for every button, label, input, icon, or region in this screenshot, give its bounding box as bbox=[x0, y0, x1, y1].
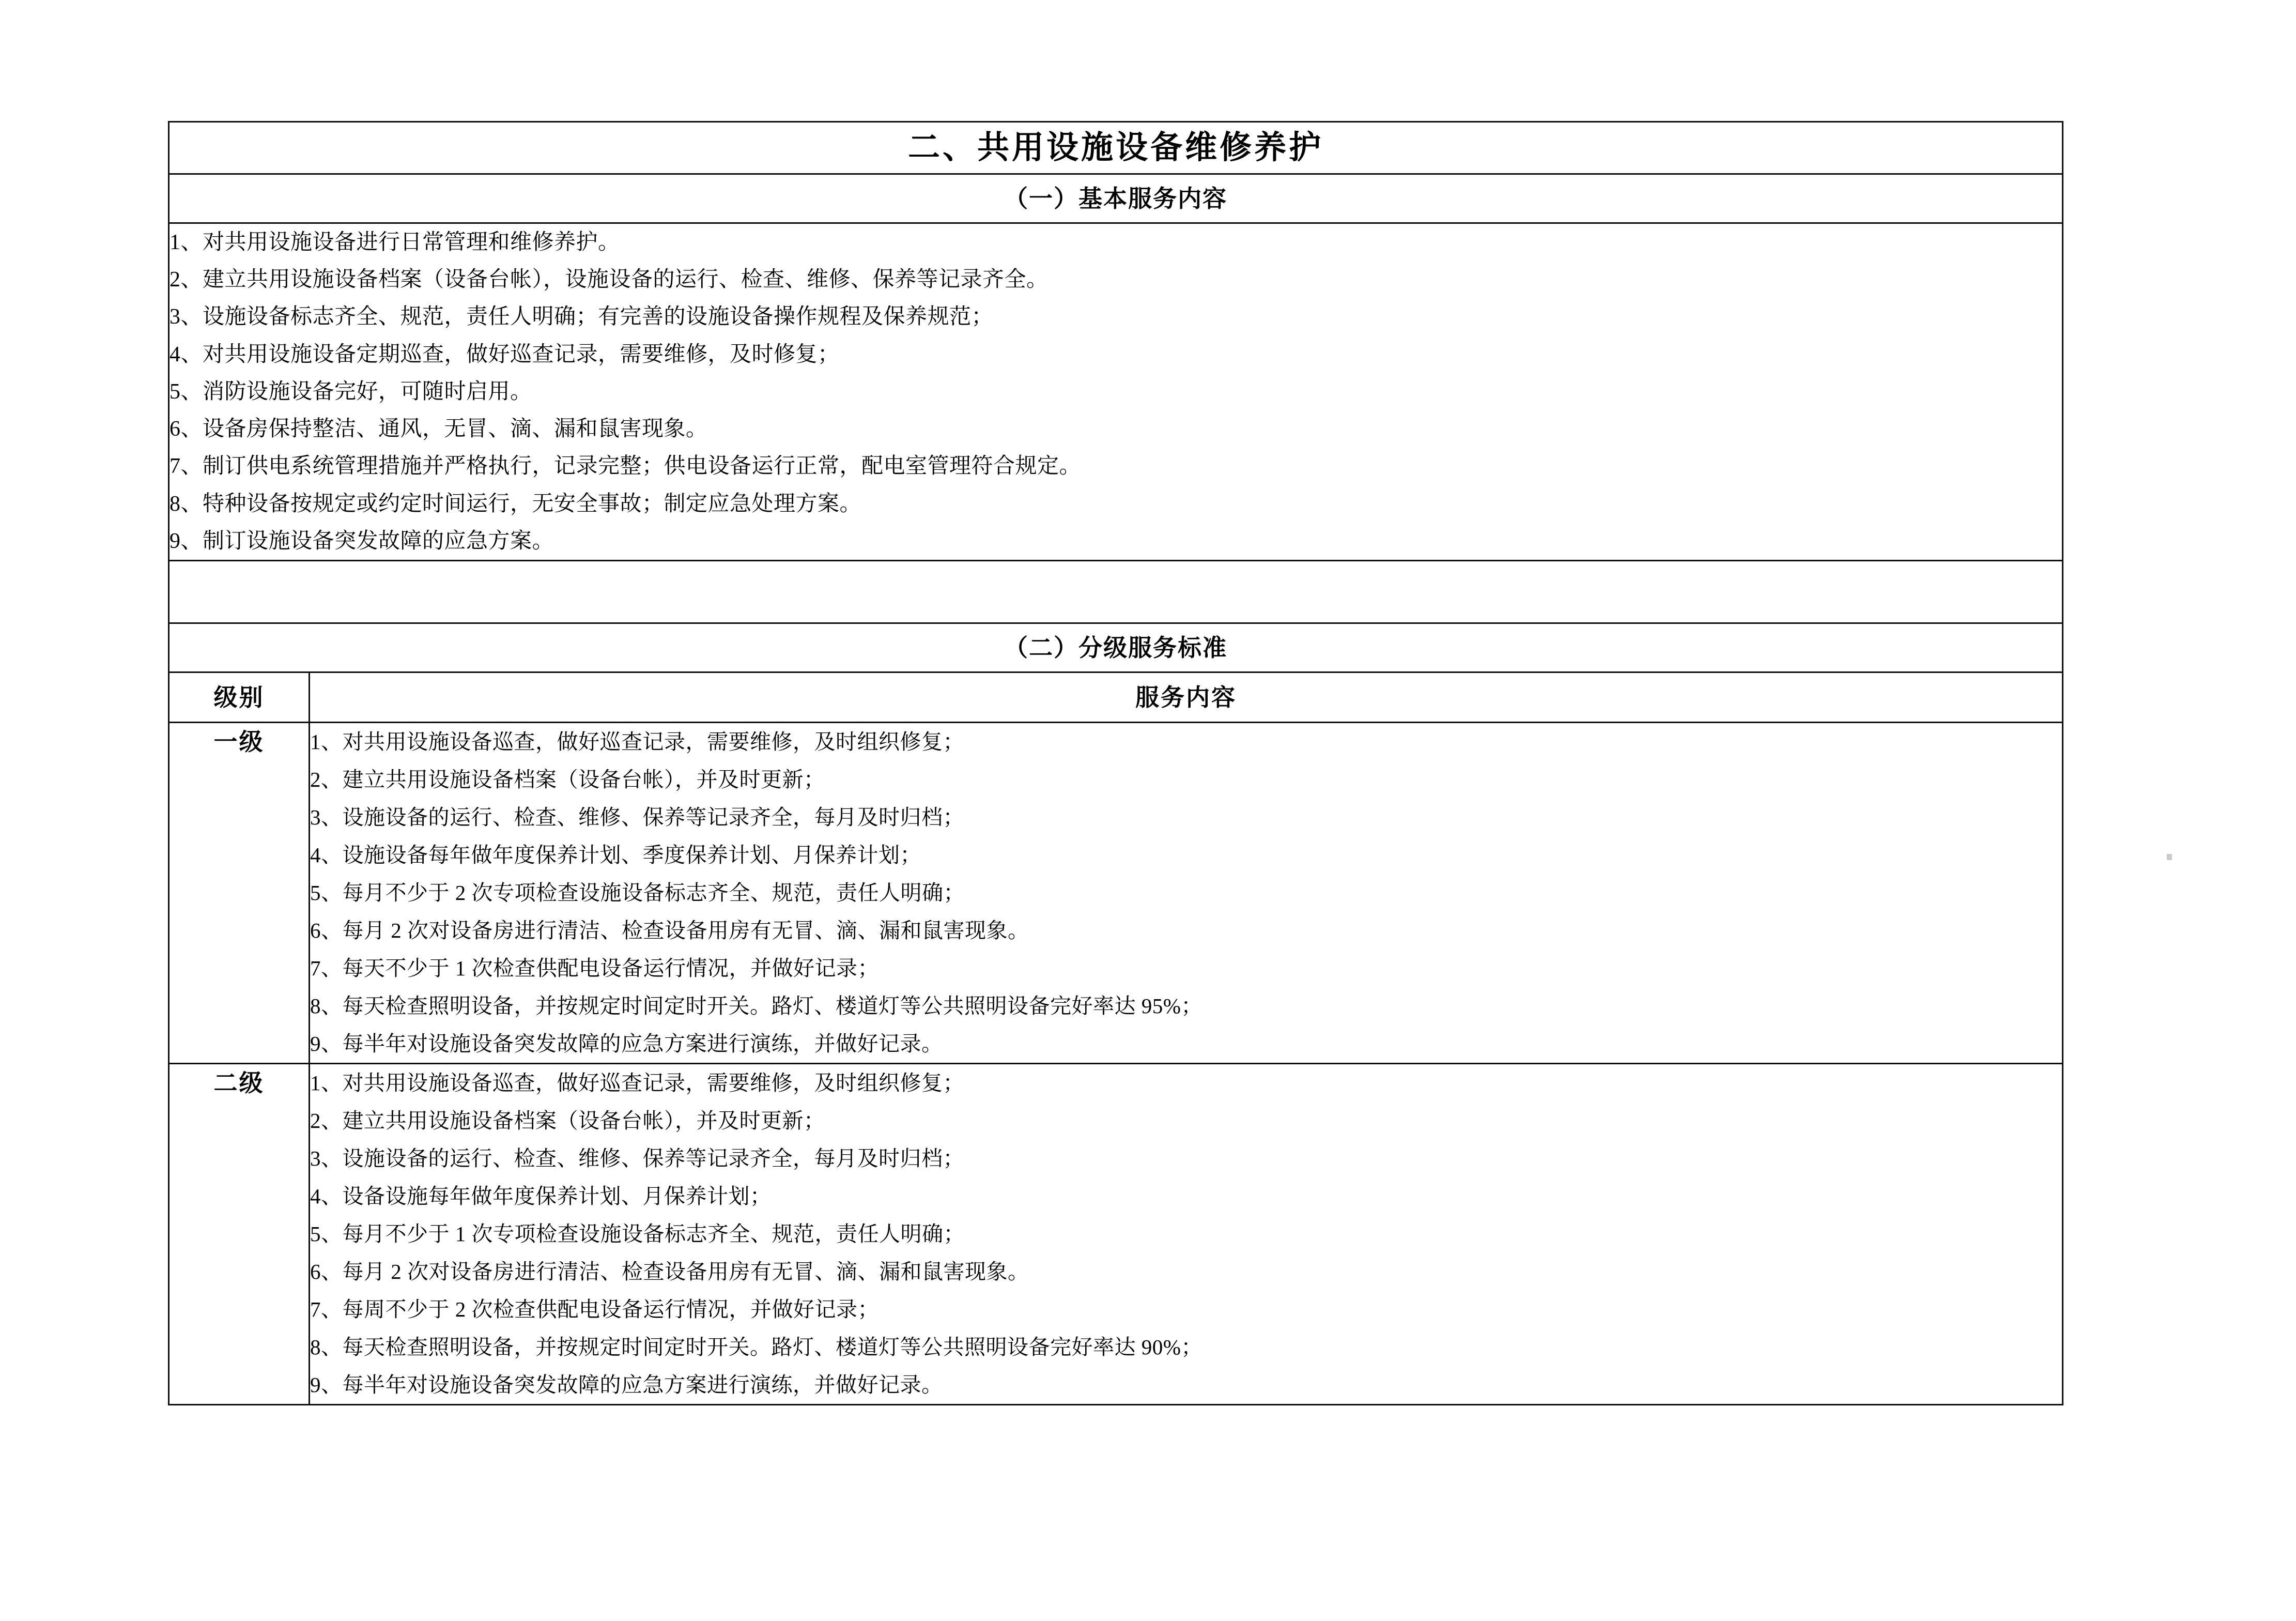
list-item: 6、设备房保持整洁、通风，无冒、滴、漏和鼠害现象。 bbox=[169, 417, 708, 441]
list-item: 5、每月不少于 1 次专项检查设施设备标志齐全、规范，责任人明确； bbox=[310, 1221, 965, 1246]
column-header-content-cell bbox=[310, 672, 2063, 723]
list-item: 2、建立共用设施设备档案（设备台帐），并及时更新； bbox=[310, 768, 825, 792]
column-header-service-content: 服务内容 bbox=[1135, 684, 1237, 711]
section-two-heading-cell bbox=[169, 623, 2063, 672]
basic-service-content-cell bbox=[169, 223, 2063, 561]
list-item: 3、设施设备的运行、检查、维修、保养等记录齐全，每月及时归档； bbox=[310, 805, 964, 830]
list-item: 3、设施设备的运行、检查、维修、保养等记录齐全，每月及时归档； bbox=[310, 1146, 964, 1170]
basic-service-list bbox=[169, 224, 2062, 560]
service-content-cell-grade-one bbox=[310, 723, 2063, 1064]
section-one-heading-row bbox=[169, 174, 2063, 223]
document-title-row bbox=[169, 122, 2063, 174]
level-label: 一级 bbox=[213, 728, 265, 756]
table-header-row bbox=[169, 672, 2063, 723]
list-item: 2、建立共用设施设备档案（设备台帐），设施设备的运行、检查、维修、保养等记录齐全。 bbox=[169, 268, 1049, 292]
level-cell-grade-one bbox=[169, 723, 310, 1064]
document-title-cell bbox=[169, 122, 2063, 174]
column-header-level: 级别 bbox=[213, 684, 265, 711]
page-title: 二、共用设施设备维修养护 bbox=[907, 130, 1323, 165]
list-item: 9、每半年对设施设备突发故障的应急方案进行演练，并做好记录。 bbox=[310, 1372, 943, 1397]
table-row bbox=[169, 1063, 2063, 1404]
list-item: 6、每月 2 次对设备房进行清洁、检查设备用房有无冒、滴、漏和鼠害现象。 bbox=[310, 1259, 1029, 1283]
list-item: 1、对共用设施设备巡查，做好巡查记录，需要维修，及时组织修复； bbox=[310, 1071, 964, 1095]
section-heading-basic-service: （一）基本服务内容 bbox=[1004, 185, 1227, 212]
grade-two-service-list bbox=[310, 1064, 2062, 1404]
list-item: 5、消防设施设备完好，可随时启用。 bbox=[169, 379, 532, 404]
list-item: 5、每月不少于 2 次专项检查设施设备标志齐全、规范，责任人明确； bbox=[310, 880, 965, 905]
service-content-cell-grade-two bbox=[310, 1063, 2063, 1404]
list-item: 1、对共用设施设备巡查，做好巡查记录，需要维修，及时组织修复； bbox=[310, 730, 964, 754]
grade-one-service-list bbox=[310, 723, 2062, 1063]
list-item: 1、对共用设施设备进行日常管理和维修养护。 bbox=[169, 231, 620, 254]
list-item: 3、设施设备标志齐全、规范，责任人明确；有完善的设施设备操作规程及保养规范； bbox=[169, 305, 994, 329]
list-item: 4、对共用设施设备定期巡查，做好巡查记录，需要维修，及时修复； bbox=[169, 342, 840, 366]
scan-artifact-speck bbox=[2167, 854, 2172, 860]
list-item: 2、建立共用设施设备档案（设备台帐），并及时更新； bbox=[310, 1108, 825, 1133]
list-item: 7、每天不少于 1 次检查供配电设备运行情况，并做好记录； bbox=[310, 956, 879, 980]
list-item: 6、每月 2 次对设备房进行清洁、检查设备用房有无冒、滴、漏和鼠害现象。 bbox=[310, 918, 1029, 942]
level-label: 二级 bbox=[213, 1069, 265, 1096]
service-standard-table bbox=[168, 121, 2063, 1405]
list-item: 4、设施设备每年做年度保养计划、季度保养计划、月保养计划； bbox=[310, 843, 921, 867]
section-spacer-cell bbox=[169, 561, 2063, 623]
section-one-body-row bbox=[169, 223, 2063, 561]
list-item: 8、每天检查照明设备，并按规定时间定时开关。路灯、楼道灯等公共照明设备完好率达 90%； bbox=[310, 1335, 1203, 1359]
table-row bbox=[169, 723, 2063, 1064]
section-spacer-row bbox=[169, 561, 2063, 623]
list-item: 8、每天检查照明设备，并按规定时间定时开关。路灯、楼道灯等公共照明设备完好率达 95%； bbox=[310, 993, 1203, 1018]
list-item: 9、每半年对设施设备突发故障的应急方案进行演练，并做好记录。 bbox=[310, 1031, 943, 1056]
list-item: 8、特种设备按规定或约定时间运行，无安全事故；制定应急处理方案。 bbox=[169, 492, 862, 516]
column-header-level-cell bbox=[169, 672, 310, 723]
list-item: 4、设备设施每年做年度保养计划、月保养计划； bbox=[310, 1184, 772, 1208]
list-item: 7、每周不少于 2 次检查供配电设备运行情况，并做好记录； bbox=[310, 1297, 879, 1321]
section-heading-graded-standard: （二）分级服务标准 bbox=[1004, 634, 1227, 662]
level-cell-grade-two bbox=[169, 1063, 310, 1404]
section-one-heading-cell bbox=[169, 174, 2063, 223]
list-item: 9、制订设施设备突发故障的应急方案。 bbox=[169, 529, 554, 553]
section-two-heading-row bbox=[169, 623, 2063, 672]
list-item: 7、制订供电系统管理措施并严格执行，记录完整；供电设备运行正常，配电室管理符合规定。 bbox=[169, 454, 1082, 479]
